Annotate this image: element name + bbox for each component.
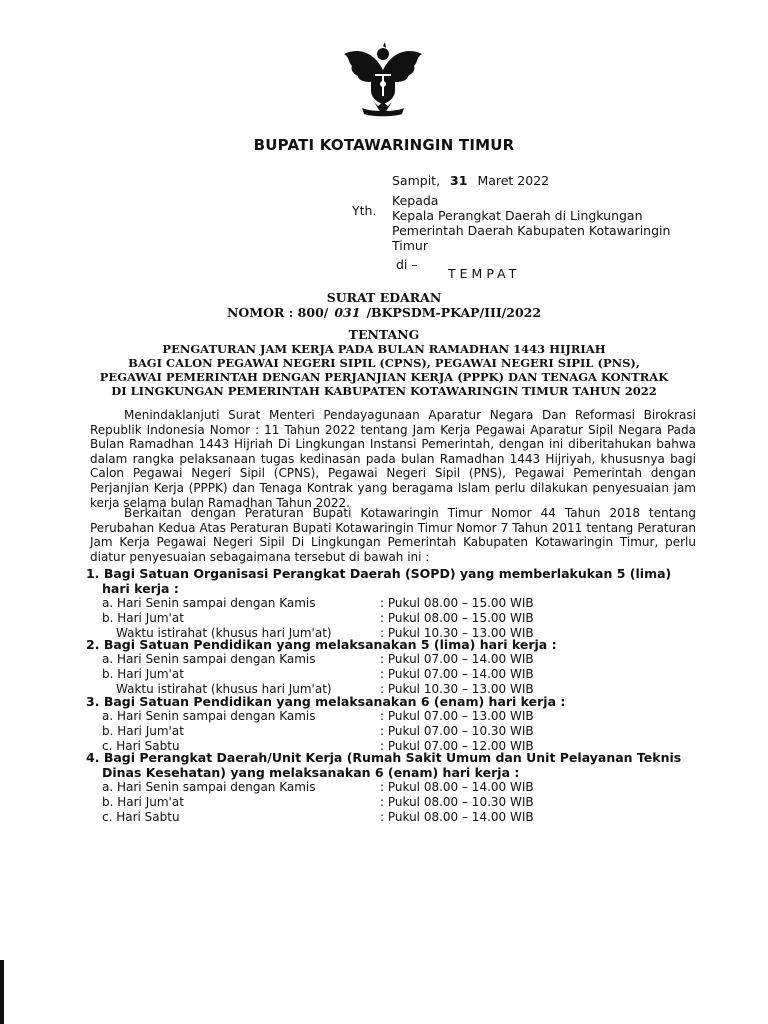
paragraph-1 (90, 408, 696, 510)
schedule-row (86, 596, 706, 611)
row-value: : Pukul 07.00 – 10.30 WIB (380, 724, 534, 738)
row-value: : Pukul 07.00 – 14.00 WIB (380, 667, 534, 681)
schedule-row (86, 724, 706, 739)
section-title-line-2: Dinas Kesehatan) yang melaksanakan 6 (enam) hari kerja : (102, 765, 520, 780)
schedule-row (86, 667, 706, 682)
di-line: di – (396, 257, 418, 272)
tentang-label: TENTANG (348, 327, 420, 342)
yth-label: Yth. (352, 203, 377, 218)
row-value: : Pukul 10.30 – 13.00 WIB (380, 626, 534, 640)
section-title-line-1: Bagi Satuan Pendidikan yang melaksanakan 5 (lima) hari kerja : (103, 637, 557, 652)
section-title-line-2: hari kerja : (102, 581, 179, 596)
row-label: a. Hari Senin sampai dengan Kamis (102, 596, 316, 610)
row-value: : Pukul 08.00 – 15.00 WIB (380, 596, 534, 610)
row-label: b. Hari Jum'at (102, 667, 184, 681)
row-label: a. Hari Senin sampai dengan Kamis (102, 652, 316, 666)
schedule-row (86, 652, 706, 667)
section-heading (86, 566, 706, 581)
row-label: Waktu istirahat (khusus hari Jum'at) (116, 626, 332, 640)
section-number: 2. (86, 637, 100, 652)
row-label: b. Hari Jum'at (102, 795, 184, 809)
garuda-emblem-icon (338, 40, 428, 120)
paragraph-1-text: Menindaklanjuti Surat Menteri Pendayagunaan Aparatur Negara Dan Reformasi Birokrasi Republik Indonesia Nomor : 11 Tahun 2022 tentang Jam Kerja Pegawai Aparatur Sipil Negara Pada Bulan Ramadhan 1443 Hijriah Di Lingkungan Instansi Pemerintah, dengan ini diberitahukan bahwa dalam rangka pelaksanaan tugas kedinasan pada bulan Ramadhan 1443 Hijriyah, khususnya bagi Calon Pegawai Negeri Sipil (CPNS), Pegawai Negeri Sipil (PNS), Pegawai Pemerintah dengan Perjanjian Kerja (PPPK) dan Tenaga Kontrak yang beragama Islam perlu dilakukan penyesuaian jam kerja selama bulan Ramadhan Tahun 2022. (90, 408, 696, 510)
section-4 (86, 750, 706, 825)
number-prefix: NOMOR : 800/ (226, 305, 329, 320)
row-label: b. Hari Jum'at (102, 724, 184, 738)
row-value: : Pukul 07.00 – 12.00 WIB (380, 739, 534, 753)
recipient-line-3: Timur (392, 238, 428, 253)
row-value: : Pukul 07.00 – 13.00 WIB (380, 709, 534, 723)
date-place: Sampit, (392, 173, 441, 188)
recipient-line-2: Pemerintah Daerah Kabupaten Kotawaringin (392, 223, 671, 238)
number-suffix: /BKPSDM-PKAP/III/2022 (366, 305, 542, 320)
section-1 (86, 566, 706, 641)
row-value: : Pukul 08.00 – 10.30 WIB (380, 795, 534, 809)
row-label: b. Hari Jum'at (102, 611, 184, 625)
schedule-row (86, 709, 706, 724)
row-value: : Pukul 08.00 – 15.00 WIB (380, 611, 534, 625)
section-title-line-1: Bagi Perangkat Daerah/Unit Kerja (Rumah Sakit Umum dan Unit Pelayanan Teknis (103, 750, 682, 765)
section-title-line-1: Bagi Satuan Pendidikan yang melaksanakan 6 (enam) hari kerja : (103, 694, 566, 709)
row-label: c. Hari Sabtu (102, 739, 180, 753)
row-label: a. Hari Senin sampai dengan Kamis (102, 709, 316, 723)
section-3 (86, 694, 706, 754)
section-number: 4. (86, 750, 100, 765)
section-title-line-1: Bagi Satuan Organisasi Perangkat Daerah (SOPD) yang memberlakukan 5 (lima) (103, 566, 672, 581)
schedule-row (86, 611, 706, 626)
section-heading (86, 750, 706, 765)
section-number: 1. (86, 566, 100, 581)
letter-type: SURAT EDARAN (326, 290, 442, 305)
recipient-line-1: Kepala Perangkat Daerah di Lingkungan (392, 208, 643, 223)
row-value: : Pukul 10.30 – 13.00 WIB (380, 682, 534, 696)
subject-line-3: PEGAWAI PEMERINTAH DENGAN PERJANJIAN KERJA (PPPK) DAN TENAGA KONTRAK (99, 370, 669, 384)
row-value: : Pukul 08.00 – 14.00 WIB (380, 780, 534, 794)
section-number: 3. (86, 694, 100, 709)
date-day: 31 (450, 173, 468, 188)
section-2 (86, 637, 706, 697)
subject-line-4: DI LINGKUNGAN PEMERINTAH KABUPATEN KOTAWARINGIN TIMUR TAHUN 2022 (111, 384, 657, 398)
letter-number (0, 305, 768, 320)
row-value: : Pukul 07.00 – 14.00 WIB (380, 652, 534, 666)
schedule-row (86, 780, 706, 795)
section-heading (86, 694, 706, 709)
schedule-row (86, 810, 706, 825)
section-heading (86, 637, 706, 652)
date-month-year: Maret 2022 (477, 173, 550, 188)
page-title: BUPATI KOTAWARINGIN TIMUR (253, 136, 515, 154)
paragraph-2 (90, 506, 696, 564)
schedule-row (86, 795, 706, 810)
number-handwritten: 031 (334, 305, 361, 320)
row-label: Waktu istirahat (khusus hari Jum'at) (116, 682, 332, 696)
subject-line-2: BAGI CALON PEGAWAI NEGERI SIPIL (CPNS), PEGAWAI NEGERI SIPIL (PNS), (128, 356, 640, 370)
row-label: c. Hari Sabtu (102, 810, 180, 824)
subject-line-1: PENGATURAN JAM KERJA PADA BULAN RAMADHAN 1443 HIJRIAH (162, 342, 606, 356)
address-block (392, 173, 712, 272)
row-label: a. Hari Senin sampai dengan Kamis (102, 780, 316, 794)
row-value: : Pukul 08.00 – 14.00 WIB (380, 810, 534, 824)
date-line (392, 173, 712, 188)
tempat-label: TEMPAT (448, 266, 521, 281)
kepada: Kepada (392, 193, 439, 208)
paragraph-2-text: Berkaitan dengan Peraturan Bupati Kotawaringin Timur Nomor 44 Tahun 2018 tentang Perubahan Kedua Atas Peraturan Bupati Kotawaringin Timur Nomor 7 Tahun 2011 tentang Peraturan Jam Kerja Pegawai Negeri Sipil Di Lingkungan Pemerintah Kabupaten Kotawaringin Timur, perlu diatur penyesuaian sebagaimana tersebut di bawah ini : (90, 506, 696, 564)
scan-edge-mark (0, 960, 4, 1024)
